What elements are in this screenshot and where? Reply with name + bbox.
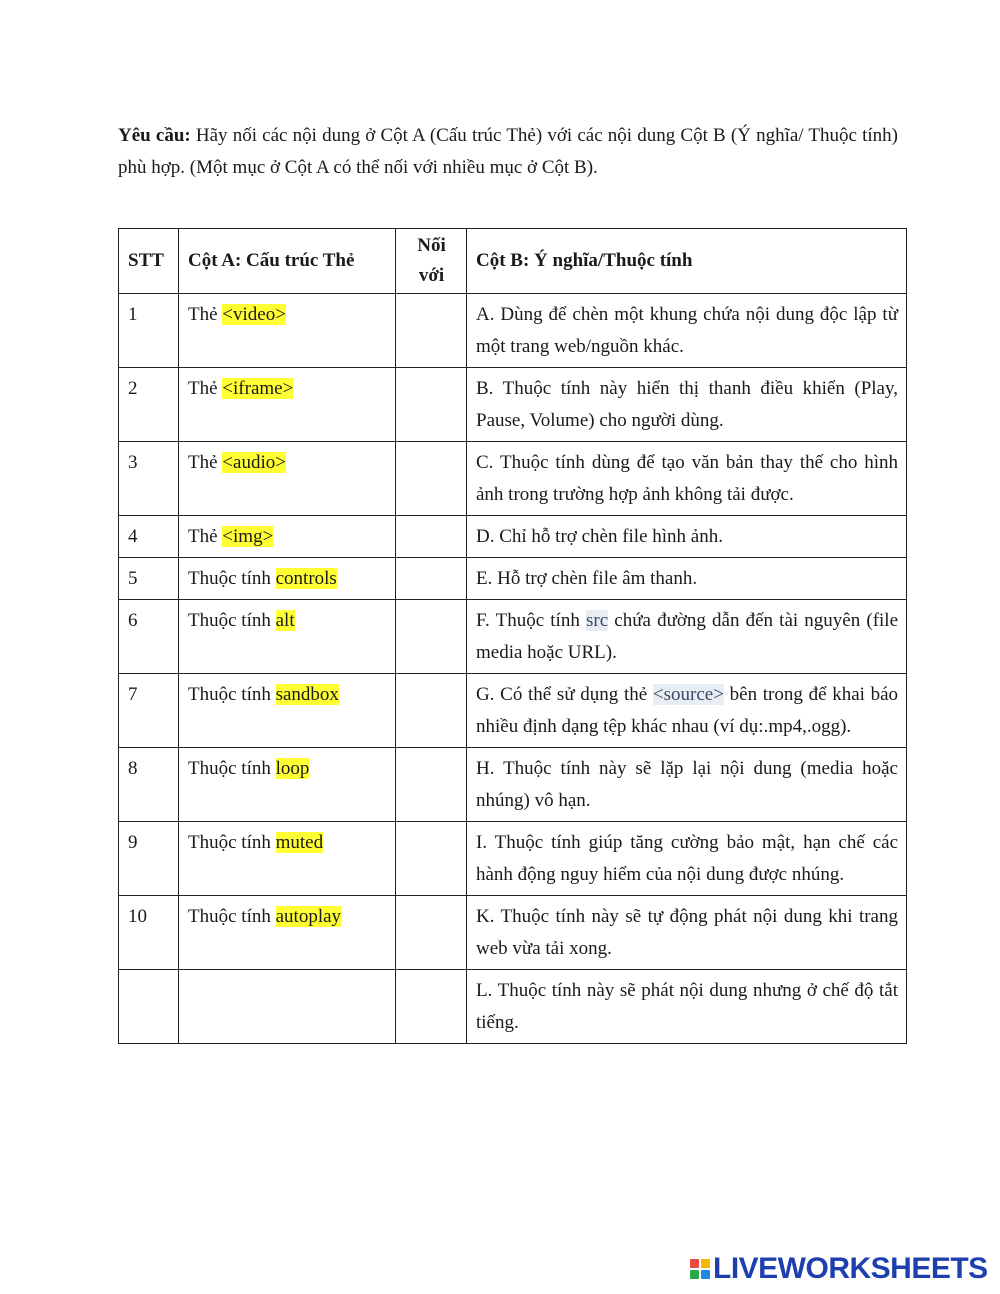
row-stt: 9 bbox=[119, 822, 179, 896]
table-row bbox=[119, 748, 907, 822]
col-b-cell: L. Thuộc tính này sẽ phát nội dung nhưng ở chế độ tắt tiếng. bbox=[467, 970, 907, 1044]
col-a-prefix: Thẻ bbox=[188, 526, 218, 547]
col-b-text-post: chứa đường dẫn đến tài nguyên (file media hoặc URL). bbox=[476, 610, 899, 663]
row-stt: 3 bbox=[119, 442, 179, 516]
connect-answer-cell[interactable] bbox=[396, 970, 467, 1044]
row-stt: 1 bbox=[119, 294, 179, 368]
col-a-code: <video> bbox=[222, 304, 286, 325]
table-row bbox=[119, 674, 907, 748]
col-a-prefix: Thuộc tính bbox=[188, 684, 271, 705]
table-row bbox=[119, 600, 907, 674]
connect-answer-cell[interactable] bbox=[396, 558, 467, 600]
row-stt: 5 bbox=[119, 558, 179, 600]
col-a-prefix: Thuộc tính bbox=[188, 906, 271, 927]
col-a-cell bbox=[179, 674, 396, 748]
table-row bbox=[119, 368, 907, 442]
col-a-code: sandbox bbox=[275, 684, 339, 705]
col-a-code: <iframe> bbox=[222, 378, 294, 399]
table-row bbox=[119, 558, 907, 600]
col-b-cell: K. Thuộc tính này sẽ tự động phát nội dung khi trang web vừa tải xong. bbox=[467, 896, 907, 970]
connect-answer-cell[interactable] bbox=[396, 442, 467, 516]
col-b-code: src bbox=[585, 610, 609, 631]
col-a-cell bbox=[179, 294, 396, 368]
header-col-b: Cột B: Ý nghĩa/Thuộc tính bbox=[467, 229, 907, 294]
col-a-cell bbox=[179, 970, 396, 1044]
col-a-cell bbox=[179, 558, 396, 600]
row-stt: 6 bbox=[119, 600, 179, 674]
col-b-cell bbox=[467, 600, 907, 674]
logo-text: LIVEWORKSHEETS bbox=[713, 1252, 988, 1285]
col-b-cell: A. Dùng để chèn một khung chứa nội dung độc lập từ một trang web/nguồn khác. bbox=[467, 294, 907, 368]
col-b-cell: E. Hỗ trợ chèn file âm thanh. bbox=[467, 558, 907, 600]
connect-answer-cell[interactable] bbox=[396, 368, 467, 442]
table-row bbox=[119, 970, 907, 1044]
col-a-code: alt bbox=[275, 610, 295, 631]
connect-answer-cell[interactable] bbox=[396, 600, 467, 674]
col-a-prefix: Thẻ bbox=[188, 452, 218, 473]
col-b-text-pre: G. Có thể sử dụng thẻ bbox=[476, 684, 648, 705]
col-a-prefix: Thuộc tính bbox=[188, 758, 271, 779]
col-a-cell bbox=[179, 600, 396, 674]
col-a-prefix: Thuộc tính bbox=[188, 832, 271, 853]
table-header-row bbox=[119, 229, 907, 294]
col-a-cell bbox=[179, 748, 396, 822]
header-col-a: Cột A: Cấu trúc Thẻ bbox=[179, 229, 396, 294]
connect-answer-cell[interactable] bbox=[396, 674, 467, 748]
matching-table bbox=[118, 228, 907, 1044]
col-a-prefix: Thẻ bbox=[188, 378, 218, 399]
col-b-cell: I. Thuộc tính giúp tăng cường bảo mật, hạn chế các hành động nguy hiểm của nội dung được nhúng. bbox=[467, 822, 907, 896]
col-a-code: autoplay bbox=[275, 906, 342, 927]
col-b-cell: D. Chỉ hỗ trợ chèn file hình ảnh. bbox=[467, 516, 907, 558]
col-a-cell bbox=[179, 442, 396, 516]
table-row bbox=[119, 822, 907, 896]
col-b-code: <source> bbox=[652, 684, 724, 705]
connect-answer-cell[interactable] bbox=[396, 294, 467, 368]
row-stt: 8 bbox=[119, 748, 179, 822]
table-row bbox=[119, 896, 907, 970]
col-a-prefix: Thẻ bbox=[188, 304, 218, 325]
col-a-cell bbox=[179, 516, 396, 558]
row-stt: 10 bbox=[119, 896, 179, 970]
row-stt bbox=[119, 970, 179, 1044]
col-b-cell: H. Thuộc tính này sẽ lặp lại nội dung (media hoặc nhúng) vô hạn. bbox=[467, 748, 907, 822]
col-a-prefix: Thuộc tính bbox=[188, 610, 271, 631]
col-b-cell: B. Thuộc tính này hiển thị thanh điều khiển (Play, Pause, Volume) cho người dùng. bbox=[467, 368, 907, 442]
col-a-code: controls bbox=[275, 568, 337, 589]
col-a-cell bbox=[179, 896, 396, 970]
connect-answer-cell[interactable] bbox=[396, 822, 467, 896]
header-stt: STT bbox=[119, 229, 179, 294]
col-b-cell: C. Thuộc tính dùng để tạo văn bản thay thế cho hình ảnh trong trường hợp ảnh không tải được. bbox=[467, 442, 907, 516]
col-a-code: <audio> bbox=[222, 452, 286, 473]
instructions-label: Yêu cầu: bbox=[118, 125, 191, 146]
instructions bbox=[118, 120, 898, 184]
header-connect: Nối với bbox=[396, 229, 467, 294]
col-b-text-post: bên trong để khai báo nhiều định dạng tệp khác nhau (ví dụ:.mp4,.ogg). bbox=[476, 684, 899, 737]
connect-answer-cell[interactable] bbox=[396, 896, 467, 970]
instructions-text: Hãy nối các nội dung ở Cột A (Cấu trúc Thẻ) với các nội dung Cột B (Ý nghĩa/ Thuộc tính) phù hợp. (Một mục ở Cột A có thể nối với nhiều mục ở Cột B). bbox=[118, 125, 898, 178]
table-row bbox=[119, 294, 907, 368]
table-row bbox=[119, 442, 907, 516]
row-stt: 2 bbox=[119, 368, 179, 442]
col-a-code: muted bbox=[275, 832, 324, 853]
row-stt: 4 bbox=[119, 516, 179, 558]
col-a-code: <img> bbox=[222, 526, 274, 547]
row-stt: 7 bbox=[119, 674, 179, 748]
liveworksheets-logo bbox=[690, 1252, 988, 1286]
table-row bbox=[119, 516, 907, 558]
col-a-cell bbox=[179, 368, 396, 442]
col-a-cell bbox=[179, 822, 396, 896]
connect-answer-cell[interactable] bbox=[396, 516, 467, 558]
col-a-prefix: Thuộc tính bbox=[188, 568, 271, 589]
col-b-cell bbox=[467, 674, 907, 748]
col-a-code: loop bbox=[275, 758, 310, 779]
connect-answer-cell[interactable] bbox=[396, 748, 467, 822]
liveworksheets-logo-icon bbox=[690, 1259, 710, 1279]
col-b-text-pre: F. Thuộc tính bbox=[476, 610, 580, 631]
